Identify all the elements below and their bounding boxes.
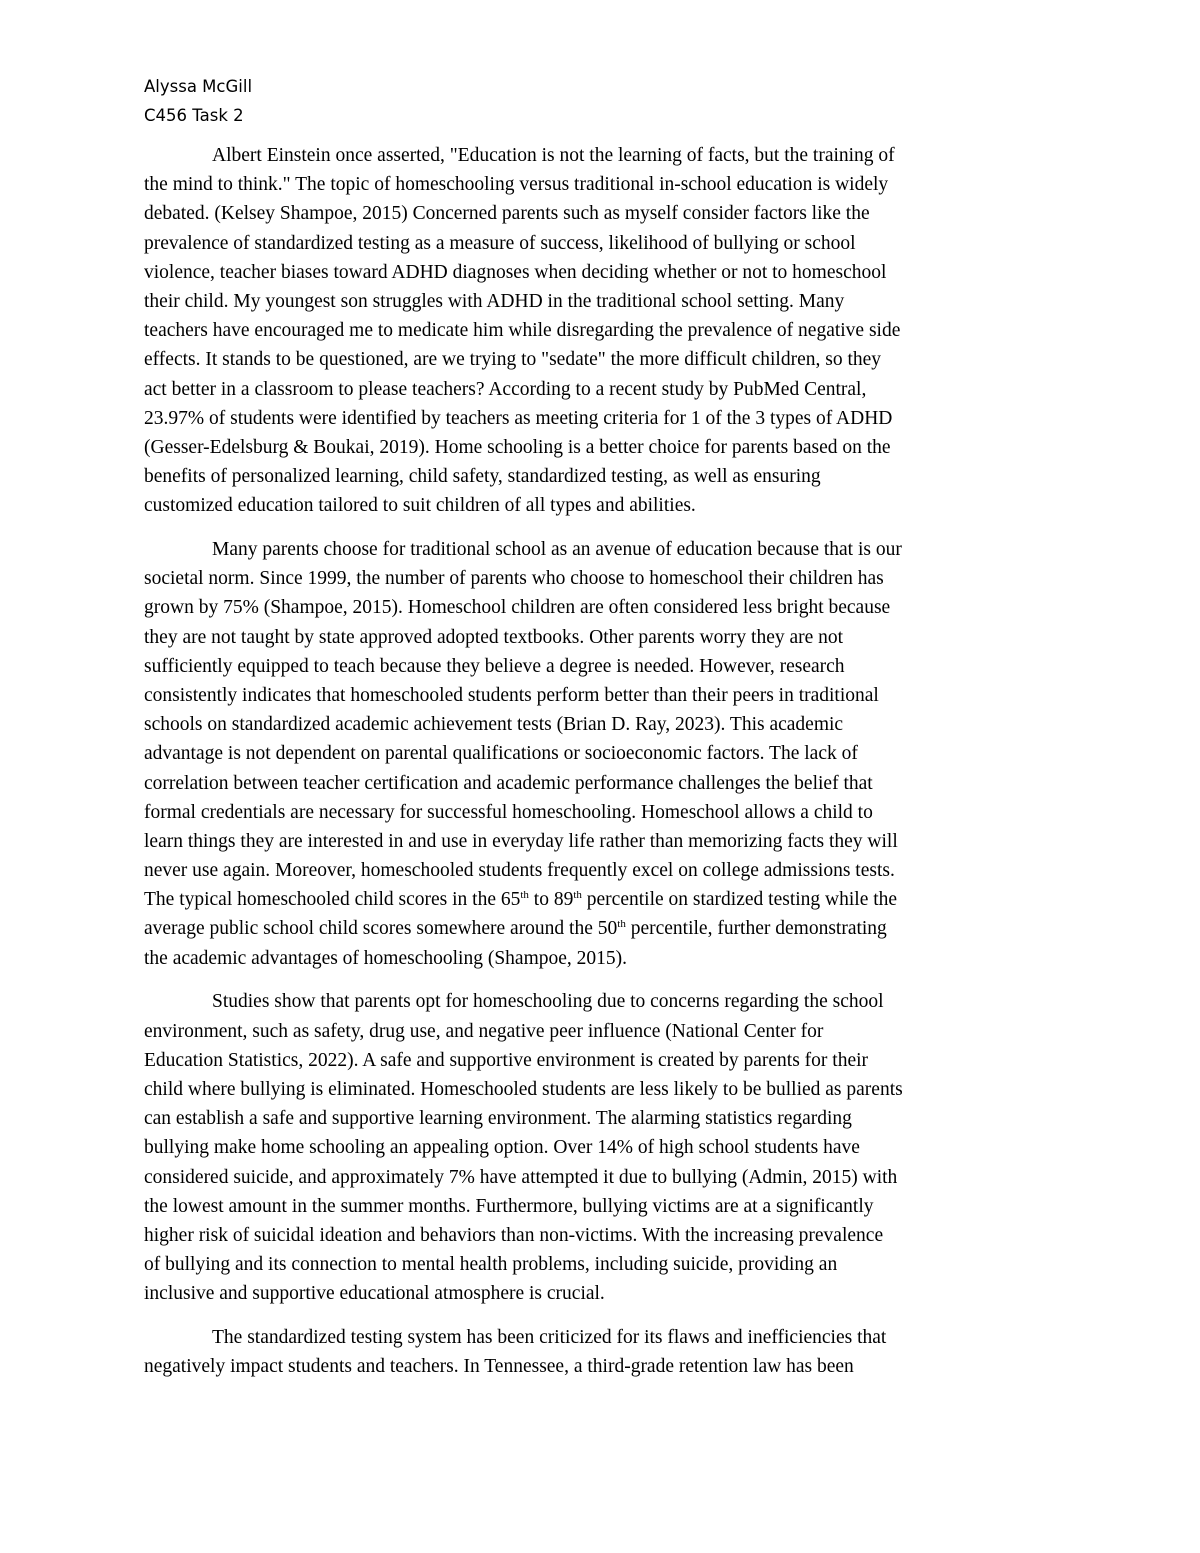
text-line: learn things they are interested in and use in everyday life rather than memorizing facts they will bbox=[144, 830, 898, 852]
text-run: percentile on stardized testing while the bbox=[581, 889, 898, 911]
document-header bbox=[144, 72, 252, 130]
text-line: societal norm. Since 1999, the number of parents who choose to homeschool their children has bbox=[144, 568, 884, 590]
text-run: The typical homeschooled child scores in the 65 bbox=[144, 889, 521, 911]
paragraph-2 bbox=[144, 535, 1064, 973]
essay-body bbox=[144, 141, 1064, 1396]
text-line: teachers have encouraged me to medicate him while disregarding the prevalence of negative side bbox=[144, 320, 901, 342]
text-line: they are not taught by state approved adopted textbooks. Other parents worry they are not bbox=[144, 626, 844, 648]
text-line-with-superscript bbox=[144, 885, 1064, 914]
text-line: Studies show that parents opt for homeschooling due to concerns regarding the school bbox=[212, 991, 884, 1013]
text-line: violence, teacher biases toward ADHD diagnoses when deciding whether or not to homeschool bbox=[144, 261, 887, 283]
text-line: the mind to think." The topic of homeschooling versus traditional in-school education is widely bbox=[144, 174, 889, 196]
text-line: can establish a safe and supportive learning environment. The alarming statistics regarding bbox=[144, 1108, 852, 1130]
text-run: to 89 bbox=[528, 889, 574, 911]
text-line: advantage is not dependent on parental qualifications or socioeconomic factors. The lack of bbox=[144, 743, 858, 765]
text-line: child where bullying is eliminated. Homeschooled students are less likely to be bullied as parents bbox=[144, 1079, 903, 1100]
text-line: benefits of personalized learning, child safety, standardized testing, as well as ensuring bbox=[144, 466, 821, 488]
text-line: the academic advantages of homeschooling (Shampoe, 2015). bbox=[144, 947, 628, 969]
text-line: 23.97% of students were identified by teachers as meeting criteria for 1 of the 3 types of ADHD bbox=[144, 407, 893, 429]
text-line: the lowest amount in the summer months. Furthermore, bullying victims are at a significantly bbox=[144, 1195, 874, 1217]
ordinal-superscript: th bbox=[617, 918, 626, 931]
text-line: correlation between teacher certification and academic performance challenges the belief that bbox=[144, 772, 873, 794]
text-line: sufficiently equipped to teach because they believe a degree is needed. However, research bbox=[144, 655, 845, 677]
text-line: of bullying and its connection to mental health problems, including suicide, providing an bbox=[144, 1254, 838, 1276]
text-line: environment, such as safety, drug use, and negative peer influence (National Center for bbox=[144, 1020, 824, 1042]
text-line: customized education tailored to suit children of all types and abilities. bbox=[144, 495, 696, 517]
author-name: Alyssa McGill bbox=[144, 77, 253, 96]
text-line-with-superscript bbox=[144, 914, 1064, 943]
text-line: act better in a classroom to please teachers? According to a recent study by PubMed Central, bbox=[144, 378, 867, 400]
text-line: Many parents choose for traditional school as an avenue of education because that is our bbox=[212, 539, 902, 561]
paragraph-1 bbox=[144, 141, 1064, 520]
text-line: formal credentials are necessary for successful homeschooling. Homeschool allows a child to bbox=[144, 801, 873, 823]
text-line: The standardized testing system has been criticized for its flaws and inefficiencies that bbox=[212, 1327, 887, 1349]
text-line: grown by 75% (Shampoe, 2015). Homeschool children are often considered less bright because bbox=[144, 597, 891, 619]
text-line: prevalence of standardized testing as a measure of success, likelihood of bullying or school bbox=[144, 232, 856, 254]
paragraph-4 bbox=[144, 1323, 1064, 1381]
text-line: Education Statistics, 2022). A safe and supportive environment is created by parents for their bbox=[144, 1049, 869, 1071]
text-line: their child. My youngest son struggles with ADHD in the traditional school setting. Many bbox=[144, 290, 845, 312]
paragraph-3 bbox=[144, 987, 1064, 1308]
text-line: consistently indicates that homeschooled students perform better than their peers in traditional bbox=[144, 684, 879, 706]
text-line: debated. (Kelsey Shampoe, 2015) Concerned parents such as myself consider factors like the bbox=[144, 203, 870, 225]
text-run: average public school child scores somewhere around the 50 bbox=[144, 918, 618, 940]
text-line: (Gesser-Edelsburg & Boukai, 2019). Home schooling is a better choice for parents based on the bbox=[144, 436, 891, 458]
ordinal-superscript: th bbox=[573, 889, 582, 902]
course-task: C456 Task 2 bbox=[144, 106, 244, 125]
text-line: effects. It stands to be questioned, are we trying to "sedate" the more difficult children, so they bbox=[144, 349, 882, 371]
text-line: inclusive and supportive educational atmosphere is crucial. bbox=[144, 1283, 605, 1305]
text-line: schools on standardized academic achievement tests (Brian D. Ray, 2023). This academic bbox=[144, 714, 844, 736]
text-line: Albert Einstein once asserted, "Education is not the learning of facts, but the training of bbox=[212, 145, 895, 166]
text-line: higher risk of suicidal ideation and behaviors than non-victims. With the increasing prevalence bbox=[144, 1224, 884, 1246]
text-line: bullying make home schooling an appealing option. Over 14% of high school students have bbox=[144, 1137, 860, 1159]
text-line: negatively impact students and teachers. In Tennessee, a third-grade retention law has been bbox=[144, 1356, 854, 1378]
ordinal-superscript: th bbox=[520, 889, 529, 902]
text-run: percentile, further demonstrating bbox=[625, 918, 887, 940]
text-line: never use again. Moreover, homeschooled students frequently excel on college admissions tests. bbox=[144, 860, 895, 882]
text-line: considered suicide, and approximately 7% have attempted it due to bullying (Admin, 2015) with bbox=[144, 1166, 898, 1188]
